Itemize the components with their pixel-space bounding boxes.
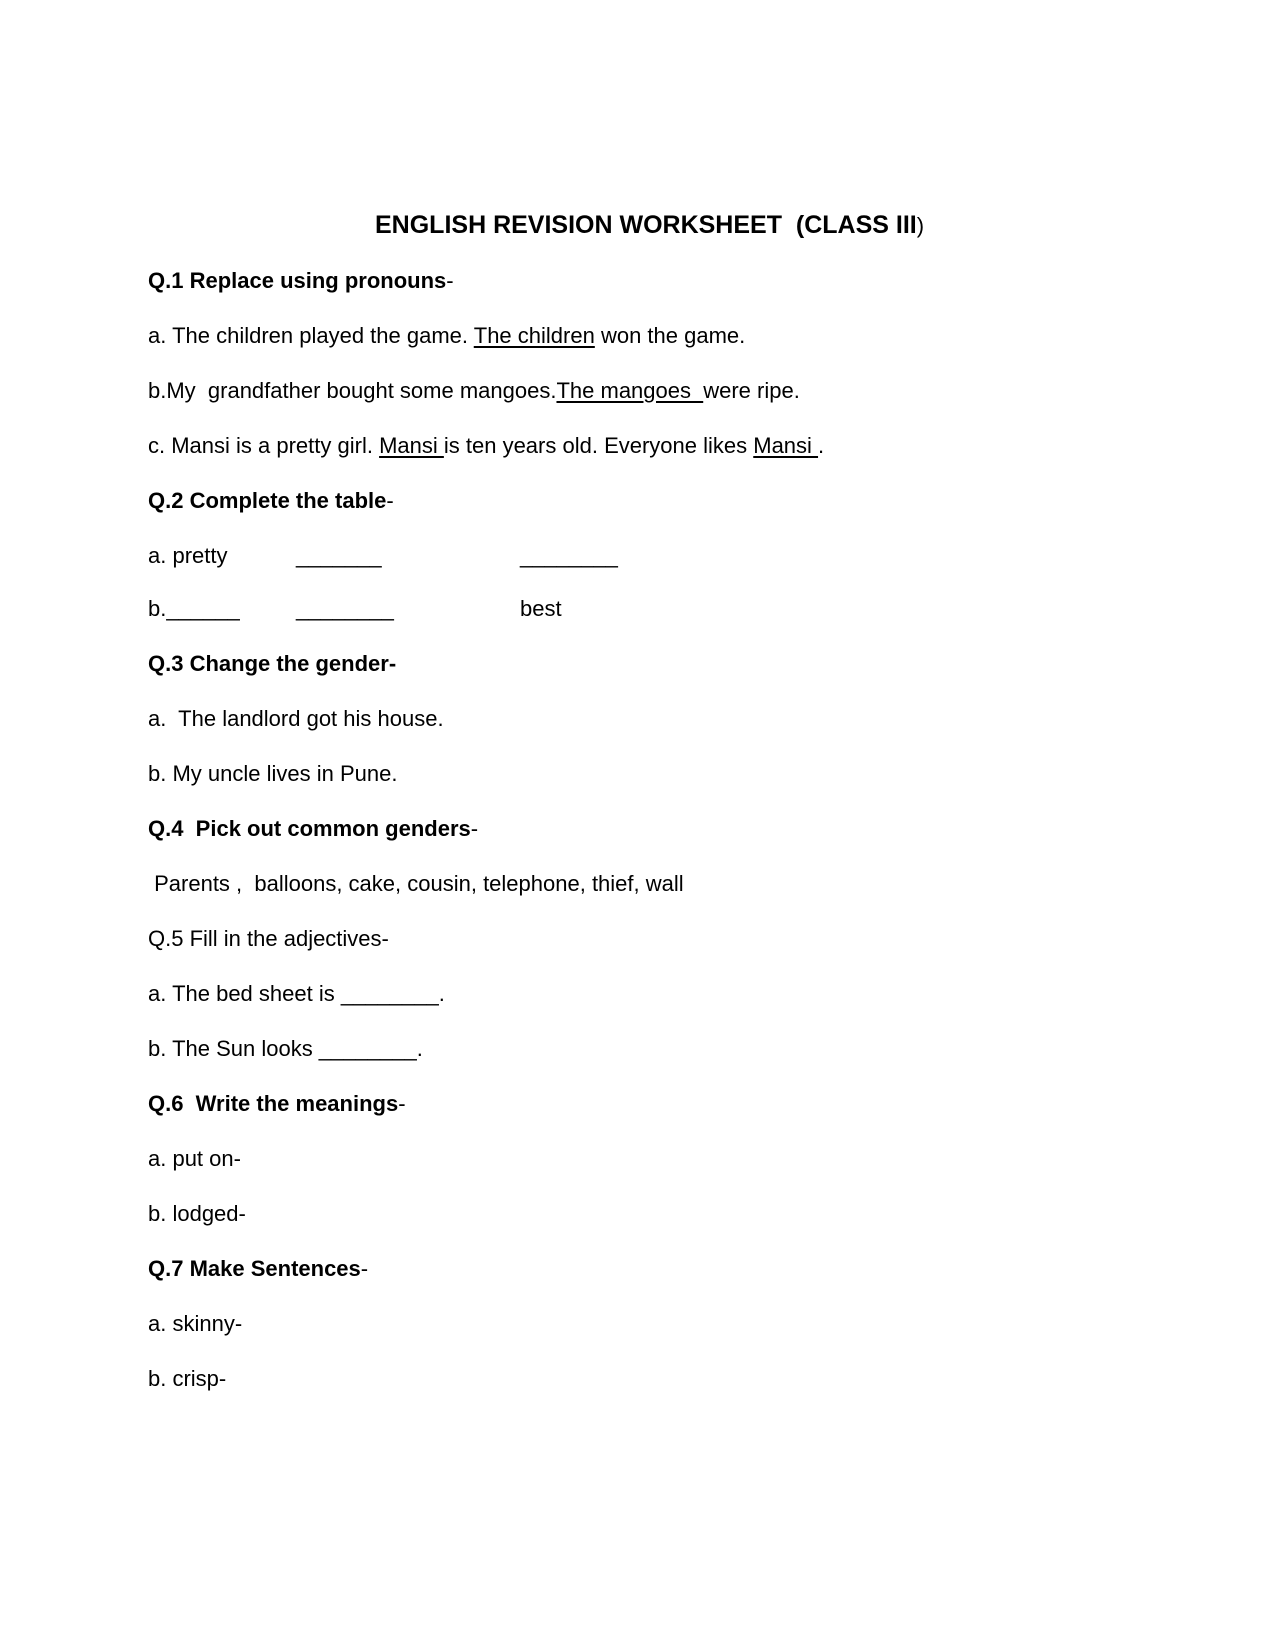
q1-item-c (148, 435, 824, 457)
q4-heading (148, 818, 478, 840)
q1-b-text-1: b.My grandfather bought some mangoes. (148, 378, 557, 403)
q6-item: a. put on- (148, 1146, 241, 1171)
q1-b-text-2: were ripe. (703, 378, 800, 403)
title-text: ENGLISH REVISION WORKSHEET (CLASS III (375, 211, 917, 239)
q1-heading-dash: - (446, 268, 454, 293)
q1-c-text-2: is ten years old. Everyone likes (443, 433, 754, 458)
q6-heading (148, 1093, 406, 1115)
q2-cell: _______ (296, 543, 382, 568)
q1-heading-text: Q.1 Replace using pronouns (148, 268, 447, 293)
q1-item-b (148, 380, 800, 402)
q7-heading-dash: - (360, 1256, 369, 1281)
q5-heading: Q.5 Fill in the adjectives- (148, 926, 389, 951)
q1-c-text-3: . (818, 433, 825, 458)
page-title (375, 213, 924, 238)
q2-cell: best (520, 596, 562, 621)
q7-heading (148, 1258, 368, 1280)
q4-heading-dash: - (470, 816, 479, 841)
q6-item: b. lodged- (148, 1201, 246, 1226)
q7-item: a. skinny- (148, 1311, 243, 1336)
q3-item: a. The landlord got his house. (148, 706, 444, 731)
q5-item: b. The Sun looks ________. (148, 1036, 423, 1061)
q2-cell: b.______ (148, 596, 240, 621)
q1-a-underlined: The children (473, 323, 595, 348)
q2-cell: ________ (296, 596, 394, 621)
q1-a-text-1: a. The children played the game. (148, 323, 474, 348)
q2-heading-text: Q.2 Complete the table (148, 488, 387, 513)
q2-cell: ________ (520, 543, 618, 568)
q6-heading-dash: - (398, 1091, 406, 1116)
q1-b-underlined: The mangoes (556, 378, 704, 403)
q3-heading: Q.3 Change the gender- (148, 651, 397, 676)
q1-a-text-2: won the game. (594, 323, 746, 348)
q7-heading-text: Q.7 Make Sentences (148, 1256, 361, 1281)
q5-item: a. The bed sheet is ________. (148, 981, 445, 1006)
q2-heading-dash: - (386, 488, 394, 513)
q1-c-underlined-2: Mansi (753, 433, 819, 458)
q1-heading (148, 270, 454, 292)
q2-cell: a. pretty (148, 543, 228, 568)
q4-heading-text: Q.4 Pick out common genders (148, 816, 471, 841)
title-paren: ) (916, 213, 925, 238)
q6-heading-text: Q.6 Write the meanings (148, 1091, 399, 1116)
q4-word-list: Parents , balloons, cake, cousin, telephone, thief, wall (148, 871, 684, 896)
q2-heading (148, 490, 394, 512)
q1-c-text-1: c. Mansi is a pretty girl. (148, 433, 380, 458)
q7-item: b. crisp- (148, 1366, 227, 1391)
q3-item: b. My uncle lives in Pune. (148, 761, 398, 786)
q1-item-a (148, 325, 745, 347)
q1-c-underlined-1: Mansi (379, 433, 444, 458)
